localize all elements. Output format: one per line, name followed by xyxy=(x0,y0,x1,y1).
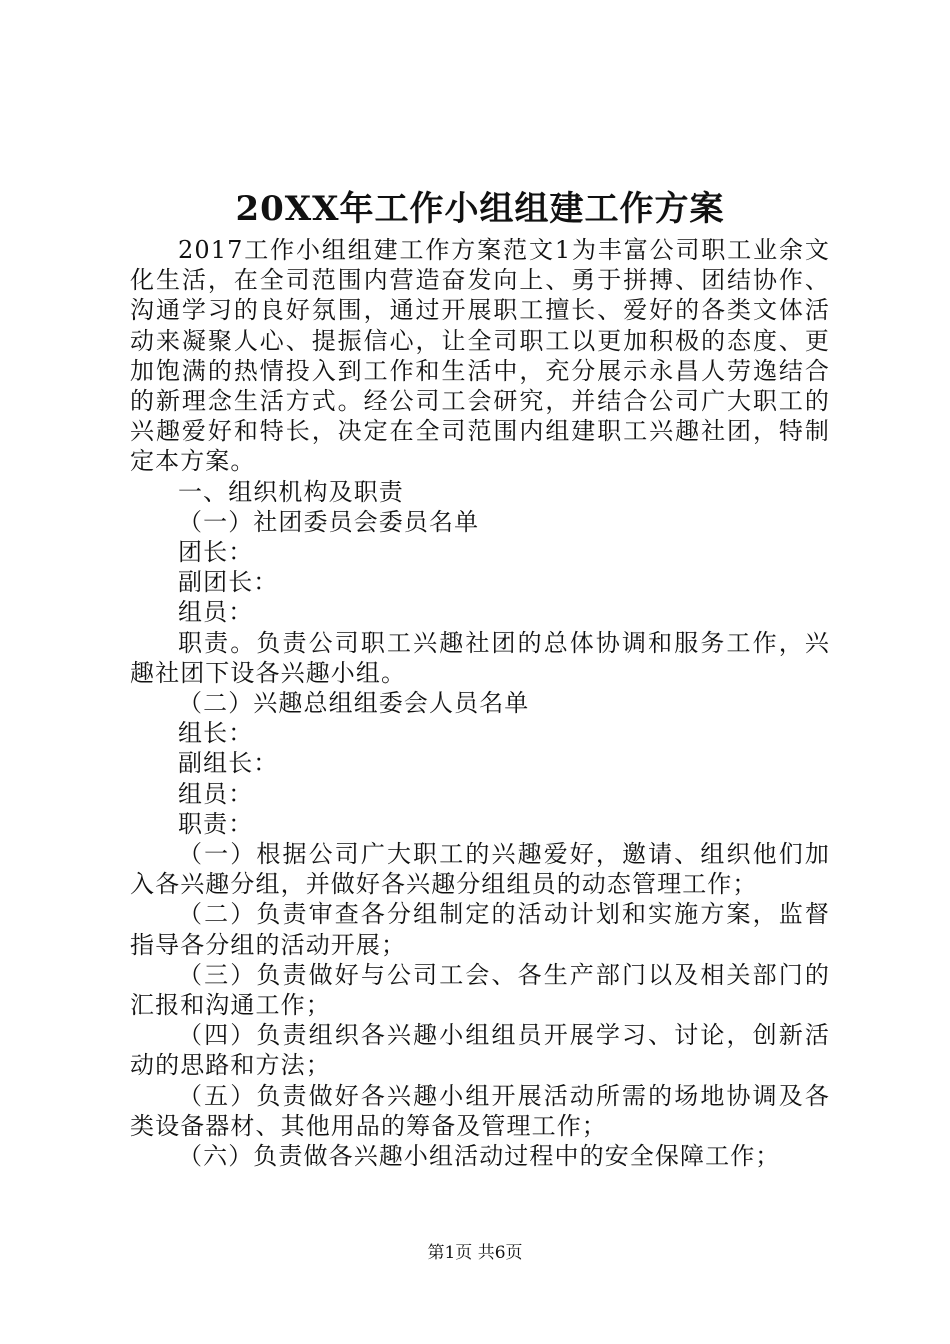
body-paragraph: 2017工作小组组建工作方案范文1为丰富公司职工业余文化生活，在全司范围内营造奋发向上、勇于拼搏、团结协作、沟通学习的良好氛围，通过开展职工擅长、爱好的各类文体活动来凝聚人心、提振信心，让全司职工以更加积极的态度、更加饱满的热情投入到工作和生活中，充分展示永昌人劳逸结合的新理念生活方式。经公司工会研究，并结合公司广大职工的兴趣爱好和特长，决定在全司范围内组建职工兴趣社团，特制定本方案。 xyxy=(130,236,830,476)
duty-item: （四）负责组织各兴趣小组组员开展学习、讨论，创新活动的思路和方法； xyxy=(130,1021,830,1080)
document-title: 20XX年工作小组组建工作方案 xyxy=(235,189,725,229)
role-line: 副组长： xyxy=(178,749,279,778)
role-line: 组长： xyxy=(178,719,254,748)
page-footer: 第1页 共6页 xyxy=(427,1243,523,1263)
role-line: 职责： xyxy=(178,809,254,838)
duty-item: （六）负责做各兴趣小组活动过程中的安全保障工作； xyxy=(178,1142,781,1171)
duty-item: （二）负责审查各分组制定的活动计划和实施方案，监督指导各分组的活动开展； xyxy=(130,900,830,959)
subsection-heading: （一）社团委员会委员名单 xyxy=(178,507,480,536)
subsection-heading: （二）兴趣总组组委会人员名单 xyxy=(178,689,530,718)
role-line: 组员： xyxy=(178,779,254,808)
role-line: 组员： xyxy=(178,598,254,627)
document-body xyxy=(130,235,830,1171)
duty-item: （一）根据公司广大职工的兴趣爱好，邀请、组织他们加入各兴趣分组，并做好各兴趣分组组员的动态管理工作； xyxy=(130,840,830,899)
body-paragraph: 职责。负责公司职工兴趣社团的总体协调和服务工作，兴趣社团下设各兴趣小组。 xyxy=(130,628,830,687)
duty-item: （三）负责做好与公司工会、各生产部门以及相关部门的汇报和沟通工作； xyxy=(130,960,830,1020)
role-line: 团长： xyxy=(178,538,254,567)
duty-item: （五）负责做好各兴趣小组开展活动所需的场地协调及各类设备器材、其他用品的筹备及管理工作； xyxy=(130,1081,830,1140)
section-heading: 一、组织机构及职责 xyxy=(178,477,404,506)
role-line: 副团长： xyxy=(178,568,279,597)
